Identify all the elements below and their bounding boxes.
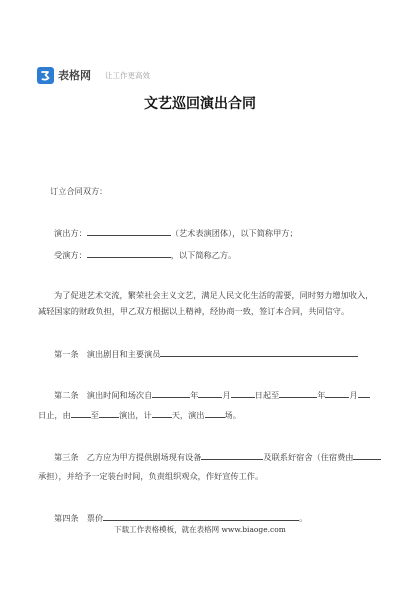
brand-header	[37, 66, 150, 84]
accommodation-payer-blank[interactable]	[353, 450, 381, 460]
article-2-month-text: 月	[222, 390, 231, 400]
days-blank[interactable]	[152, 408, 172, 418]
article-1-line	[54, 347, 358, 360]
brand-slogan: 让工作更高效	[105, 70, 150, 80]
to-place-blank[interactable]	[99, 408, 119, 418]
end-month-blank[interactable]	[325, 388, 349, 398]
end-year-blank[interactable]	[279, 388, 317, 398]
article-3-prefix: 第三条 乙方应为甲方提供剧场现有设备	[54, 452, 202, 462]
party-b-blank[interactable]	[87, 248, 171, 258]
end-day-blank[interactable]	[358, 388, 370, 398]
party-a-blank[interactable]	[87, 226, 171, 236]
article-2-year-text: 年	[190, 390, 199, 400]
article-2-to-text: 至	[90, 410, 99, 420]
article-2-mid-text: 日起至	[254, 390, 280, 400]
biaoge-logo-icon	[37, 67, 54, 84]
footer-text: 下载工作表格模板，就在表格网 www.biaoge.com	[114, 525, 286, 534]
preamble-line-1: 为了促进艺术交流，繁荣社会主义文艺，满足人民文化生活的需要，同时努力增加收入，	[54, 290, 374, 300]
article-2-month2-text: 月	[349, 390, 358, 400]
ticket-price-blank[interactable]	[103, 511, 299, 521]
start-year-blank[interactable]	[152, 388, 190, 398]
shows-blank[interactable]	[205, 408, 225, 418]
article-1-label: 第一条 演出剧目和主要演员	[54, 349, 161, 359]
article-3-mid-text: 及联系好宿舍（住宿费由	[263, 452, 354, 462]
party-a-label: 演出方：	[54, 228, 87, 238]
party-b-line	[54, 248, 236, 261]
party-a-desc: （艺术表演团体），以下简称甲方；	[170, 228, 298, 238]
article-1-blank[interactable]	[160, 347, 358, 357]
article-3-line-1	[54, 450, 381, 463]
start-day-blank[interactable]	[231, 388, 255, 398]
preamble-line-2: 减轻国家的财政负担，甲乙双方根据以上精神，经协商一致，签订本合同，共同信守。	[38, 306, 350, 316]
article-2-perf-text: 演出，计	[118, 410, 152, 420]
document-title: 文艺巡回演出合同	[144, 96, 256, 112]
article-2-prefix: 第二条 演出时间和场次自	[54, 390, 153, 400]
intro-text: 订立合同双方：	[50, 186, 108, 196]
equipment-blank[interactable]	[201, 450, 263, 460]
article-2-days-text: 天，演出	[171, 410, 205, 420]
article-4-label: 第四条 票价	[54, 513, 104, 523]
article-3-line-2: 承担），并给予一定装台时间，负责组织观众，作好宣传工作。	[38, 471, 264, 481]
article-2-line-2	[38, 408, 241, 421]
article-2-line-1	[54, 388, 370, 401]
article-4-line	[54, 511, 307, 524]
party-a-line	[54, 226, 298, 239]
start-month-blank[interactable]	[198, 388, 222, 398]
party-b-label: 受演方：	[54, 250, 87, 260]
article-2-year2-text: 年	[317, 390, 326, 400]
article-2-end-text: 场。	[224, 410, 241, 420]
from-place-blank[interactable]	[71, 408, 91, 418]
party-b-desc: ，以下简称乙方。	[170, 250, 237, 260]
article-4-end: 。	[299, 513, 308, 523]
brand-name: 表格网	[58, 69, 91, 82]
article-2-day-text: 日止，由	[38, 410, 71, 420]
